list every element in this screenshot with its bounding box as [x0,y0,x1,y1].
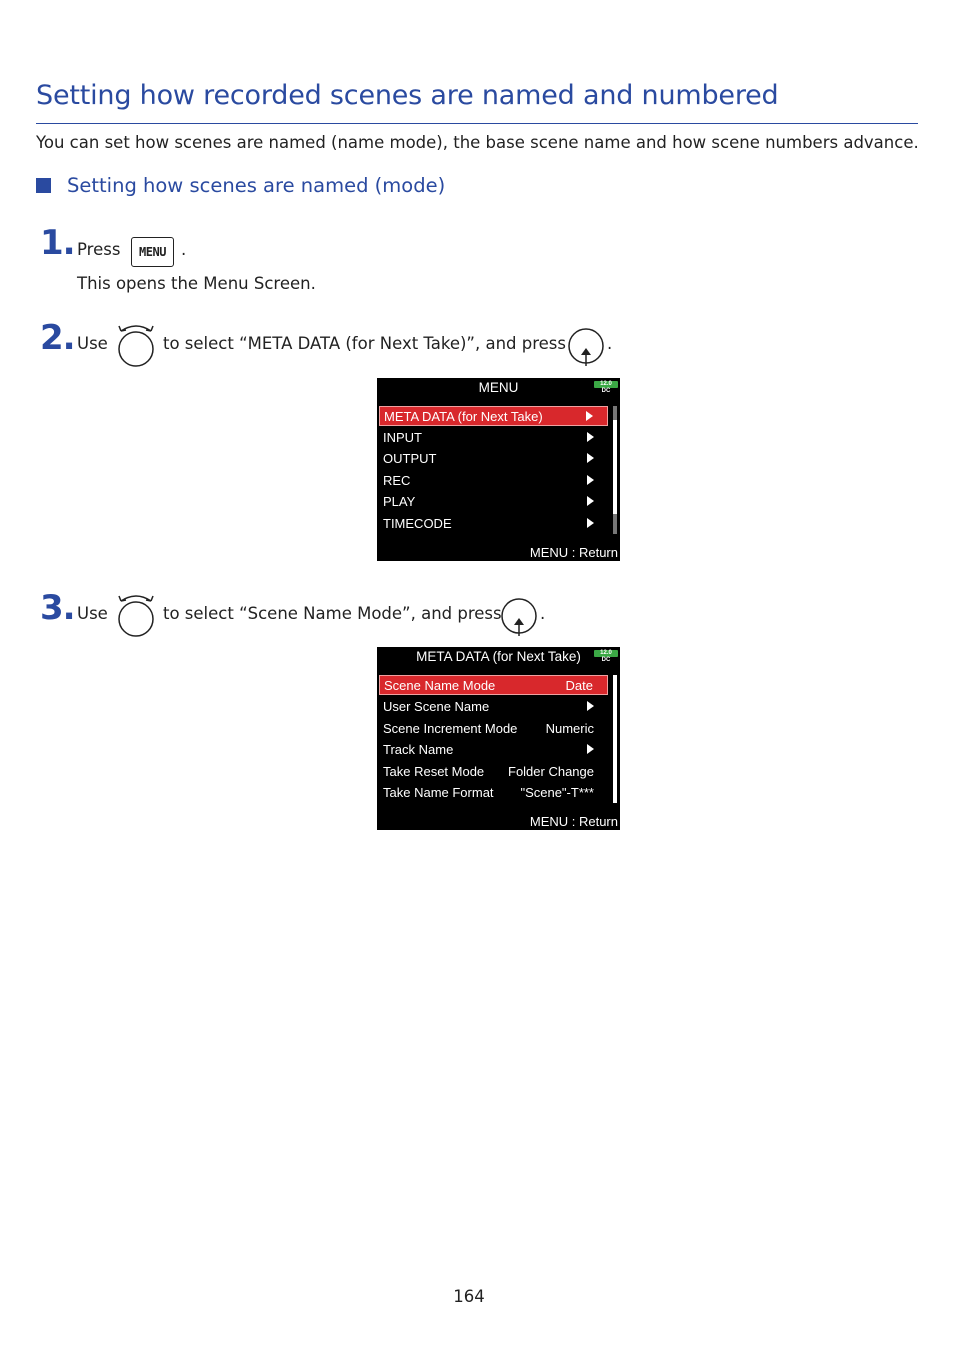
menu-item-take-name-format[interactable]: Take Name Format "Scene"-T*** [383,784,594,800]
intro-text: You can set how scenes are named (name mode), the base scene name and how scene numbers advance. [36,133,919,152]
step-1-note: This opens the Menu Screen. [77,274,316,293]
menu-screen [377,378,620,561]
step-2-number: 2. [40,318,75,358]
chevron-right-icon [587,701,594,711]
screen-footer: MENU : Return [529,545,618,560]
page-title: Setting how recorded scenes are named and numbered [36,80,779,111]
setting-value: Date [565,677,593,693]
scrollbar[interactable] [613,406,617,534]
square-bullet-icon [36,178,51,193]
step-2-lead: Use [77,334,108,353]
chevron-right-icon [587,453,594,463]
screen-title: META DATA (for Next Take) [416,649,581,664]
menu-item-output[interactable]: OUTPUT [379,448,608,468]
page-number: 164 [453,1287,485,1306]
menu-item-scene-increment-mode[interactable]: Scene Increment Mode Numeric [383,720,594,736]
menu-item-user-scene-name[interactable]: User Scene Name [379,696,608,716]
menu-item-scene-name-mode[interactable]: Scene Name Mode Date [379,675,608,695]
menu-item-rec[interactable]: REC [379,470,608,490]
setting-value: Numeric [545,720,594,736]
setting-value: Folder Change [508,763,594,779]
menu-item-take-reset-mode[interactable]: Take Reset Mode Folder Change [383,763,594,779]
step-1-lead: Press [77,240,121,259]
rotary-dial-icon [114,323,158,369]
step-1-tail: . [181,240,187,259]
menu-key-icon: MENU [131,237,174,267]
chevron-right-icon [587,518,594,528]
screen-title: MENU [478,380,519,395]
menu-item-meta-data[interactable]: META DATA (for Next Take) [379,406,608,426]
press-dial-icon [566,326,606,368]
battery-indicator-icon: 12.0 DC [594,381,618,395]
step-3-middle: to select “Scene Name Mode”, and press [163,604,502,623]
chevron-right-icon [586,411,593,421]
screen-footer: MENU : Return [529,814,618,829]
battery-indicator-icon: 12.0 DC [594,650,618,664]
section-heading [36,174,445,197]
step-3-lead: Use [77,604,108,623]
chevron-right-icon [587,496,594,506]
setting-value: "Scene"-T*** [520,784,594,800]
scrollbar[interactable] [613,675,617,803]
step-2-middle: to select “META DATA (for Next Take)”, and press [163,334,567,353]
menu-item-input[interactable]: INPUT [379,427,608,447]
meta-data-screen [377,647,620,830]
chevron-right-icon [587,744,594,754]
chevron-right-icon [587,432,594,442]
step-3-tail: . [540,604,546,623]
title-divider [36,123,918,124]
chevron-right-icon [587,475,594,485]
section-title: Setting how scenes are named (mode) [67,174,446,197]
press-dial-icon [499,596,539,638]
step-2-tail: . [607,334,613,353]
menu-item-timecode[interactable]: TIMECODE [379,513,608,533]
menu-item-track-name[interactable]: Track Name [379,739,608,759]
menu-item-play[interactable]: PLAY [379,491,608,511]
step-3-number: 3. [40,588,75,628]
step-1-number: 1. [40,223,75,263]
rotary-dial-icon [114,593,158,639]
